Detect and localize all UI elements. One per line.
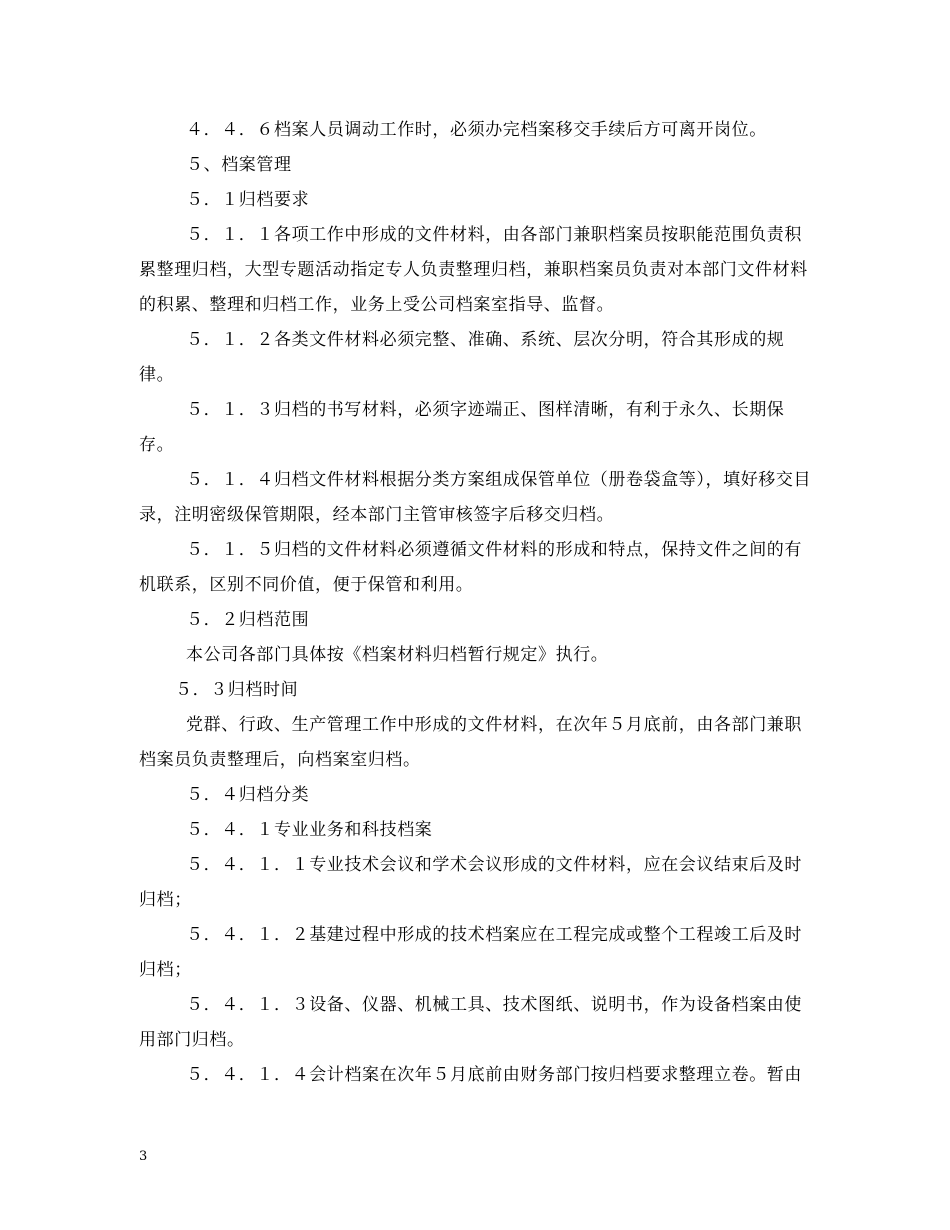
document-body: [139, 113, 814, 1093]
subsection-heading: ５．２归档范围: [186, 610, 310, 630]
paragraph: ５．４．１．２基建过程中形成的技术档案应在工程完成或整个工程竣工后及时归档；: [139, 925, 802, 980]
paragraph: ５．１．５归档的文件材料必须遵循文件材料的形成和特点，保持文件之间的有机联系，区别不同价值，便于保管和利用。: [139, 540, 802, 595]
page-number: 3: [139, 1149, 148, 1164]
paragraph: ５．４．１．３设备、仪器、机械工具、技术图纸、说明书，作为设备档案由使用部门归档。: [139, 995, 802, 1050]
paragraph: ５．４．１．４会计档案在次年５月底前由财务部门按归档要求整理立卷。暂由: [186, 1065, 802, 1085]
paragraph: 党群、行政、生产管理工作中形成的文件材料，在次年５月底前，由各部门兼职档案员负责整理后，向档案室归档。: [139, 715, 802, 770]
paragraph: ５．１．１各项工作中形成的文件材料，由各部门兼职档案员按职能范围负责积累整理归档，大型专题活动指定专人负责整理归档，兼职档案员负责对本部门文件材料的积累、整理和归档工作，业务上受公司档案室指导、监督。: [139, 225, 808, 315]
paragraph: ５．１．４归档文件材料根据分类方案组成保管单位（册卷袋盒等），填好移交目录，注明密级保管期限，经本部门主管审核签字后移交归档。: [139, 470, 812, 525]
subsection-heading: ５．４．１专业业务和科技档案: [186, 820, 433, 840]
subsection-heading: ５．３归档时间: [175, 680, 299, 700]
paragraph: ５．１．２各类文件材料必须完整、准确、系统、层次分明，符合其形成的规律。: [139, 330, 785, 385]
subsection-heading: ５．４归档分类: [186, 785, 310, 805]
paragraph: 本公司各部门具体按《档案材料归档暂行规定》执行。: [186, 645, 609, 665]
paragraph: ５．１．３归档的书写材料，必须字迹端正、图样清晰，有利于永久、长期保存。: [139, 400, 785, 455]
subsection-heading: ５．１归档要求: [186, 190, 310, 210]
section-heading: ５、档案管理: [186, 155, 292, 175]
paragraph: ５．４．１．１专业技术会议和学术会议形成的文件材料，应在会议结束后及时归档；: [139, 855, 802, 910]
paragraph: ４．４．６档案人员调动工作时，必须办完档案移交手续后方可离开岗位。: [186, 120, 767, 140]
